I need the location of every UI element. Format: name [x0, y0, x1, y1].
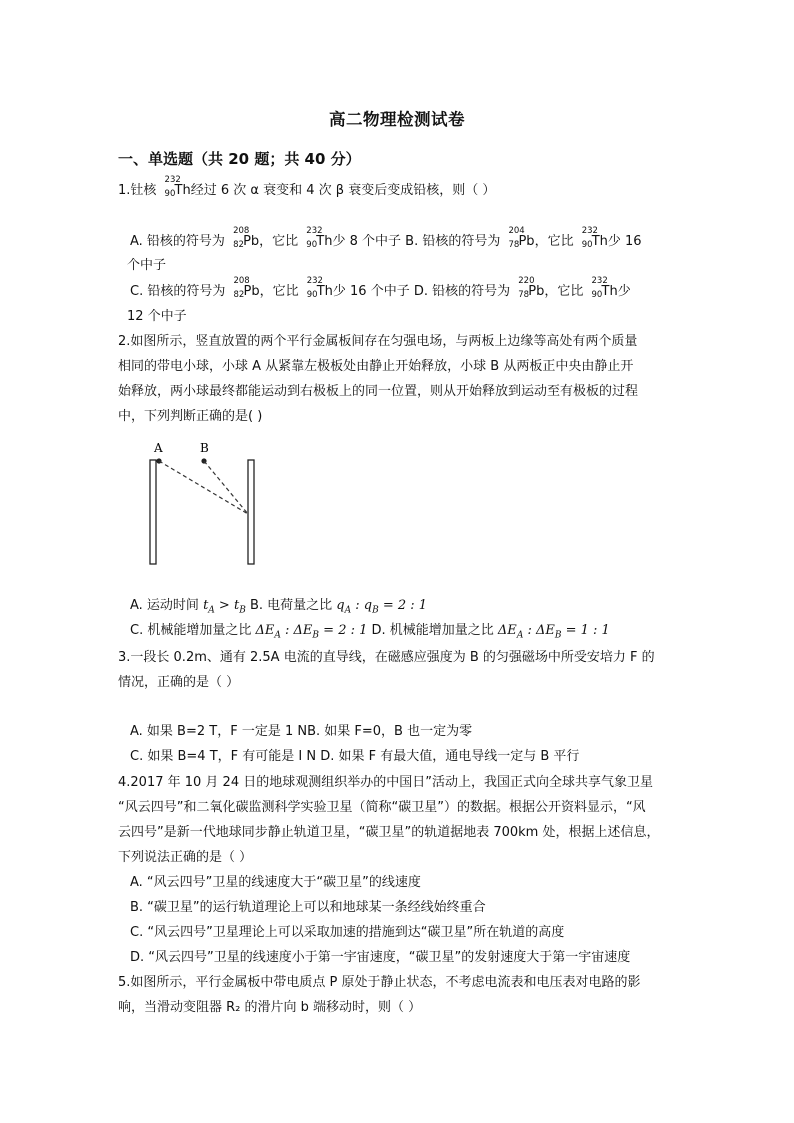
question-1-option-a-b: A. 铅核的符号为 208 82 Pb，它比 232 90 Th少 8 个中子 B. 铅核的符号为 204 78 Pb，它比 232 90 Th少 16 — [130, 226, 642, 250]
question-1-option-b-continued: 个中子 — [127, 258, 167, 273]
question-1-stem: 1.钍核 232 90 Th经过 6 次 α 衰变和 4 次 β 衰变后变成铅核，则（ ） — [118, 175, 496, 199]
thorium-isotope: 232 90 Th — [306, 226, 333, 250]
section-heading: 一、单选题（共 20 题；共 40 分） — [118, 150, 361, 168]
thorium-isotope: 232 90 Th — [164, 175, 191, 199]
question-4-line-1: 4.2017 年 10 月 24 日的地球观测组织举办的中国日”活动上，我国正式向全球共享气象卫星 — [118, 775, 653, 790]
thorium-isotope: 232 90 Th — [591, 276, 618, 300]
lead-isotope-a: 208 82 Pb — [233, 226, 260, 250]
thorium-isotope: 232 90 Th — [306, 276, 333, 300]
question-1-option-c-d: C. 铅核的符号为 208 82 Pb，它比 232 90 Th少 16 个中子 D. 铅核的符号为 220 78 Pb，它比 232 90 Th少 — [130, 276, 631, 300]
question-3-option-c-d: C. 如果 B=4 T，F 有可能是 I N D. 如果 F 有最大值，通电导线一定与 B 平行 — [130, 749, 580, 764]
lead-isotope-a: 208 82 Pb — [233, 276, 260, 300]
question-1-option-d-continued: 12 个中子 — [127, 309, 187, 324]
path-a — [159, 461, 248, 514]
lead-isotope-d: 220 78 Pb — [518, 276, 545, 300]
question-3-line-2: 情况，正确的是（ ） — [118, 675, 240, 690]
question-4-line-4: 下列说法正确的是（ ） — [118, 850, 253, 865]
question-3-option-a-b: A. 如果 B=2 T，F 一定是 1 NB. 如果 F=0，B 也一定为零 — [130, 724, 473, 739]
question-4-option-a: A. “风云四号”卫星的线速度大于“碳卫星”的线速度 — [130, 875, 421, 890]
page-title: 高二物理检测试卷 — [329, 110, 465, 129]
question-4-line-3: 云四号”是新一代地球同步静止轨道卫星，“碳卫星”的轨道据地表 700km 处，根据上述信息， — [118, 825, 660, 840]
energy-ratio-d: $\Delta E_A$ : $\Delta E_B = 1$ : 1 — [497, 623, 610, 641]
question-5-line-1: 5.如图所示，平行金属板中带电质点 P 原处于静止状态，不考虑电流表和电压表对电路的影 — [118, 975, 641, 990]
question-4-option-c: C. “风云四号”卫星理论上可以采取加速的措施到达“碳卫星”所在轨道的高度 — [130, 925, 565, 940]
question-2-option-c-d: C. 机械能增加量之比 $\Delta E_A$ : $\Delta E_B = 2$ : 1 D. 机械能增加量之比 $\Delta E_A$ : $\Delta E_B = 1$ : 1 — [130, 623, 610, 641]
parallel-plates-diagram — [140, 438, 280, 568]
question-2-line-4: 中，下列判断正确的是( ) — [118, 409, 263, 424]
question-3-line-1: 3.一段长 0.2m、通有 2.5A 电流的直导线，在磁感应强度为 B 的匀强磁场中所受安培力 F 的 — [118, 650, 655, 665]
question-4-line-2: “风云四号”和二氧化碳监测科学实验卫星（简称“碳卫星”）的数据。根据公开资料显示，“风 — [118, 800, 646, 815]
question-4-option-d: D. “风云四号”卫星的线速度小于第一宇宙速度，“碳卫星”的发射速度大于第一宇宙速度 — [130, 950, 631, 965]
path-b — [204, 461, 248, 514]
right-plate — [248, 460, 254, 564]
question-4-option-b: B. “碳卫星”的运行轨道理论上可以和地球某一条经线始终重合 — [130, 900, 486, 915]
lead-isotope-b: 204 78 Pb — [508, 226, 535, 250]
ball-b-label: B — [200, 441, 209, 455]
question-5-line-2: 响，当滑动变阻器 R₂ 的滑片向 b 端移动时，则（ ） — [118, 1000, 422, 1015]
question-2-line-3: 始释放，两小球最终都能运动到右极板上的同一位置，则从开始释放到运动至有极板的过程 — [118, 384, 639, 399]
question-2-line-2: 相同的带电小球，小球 A 从紧靠左极板处由静止开始释放，小球 B 从两板正中央由静止开 — [118, 359, 634, 374]
left-plate — [150, 460, 156, 564]
ball-a-label: A — [154, 441, 163, 455]
time-comparison: $t_A > t_B$ — [203, 598, 246, 616]
energy-ratio-c: $\Delta E_A$ : $\Delta E_B = 2$ : 1 — [255, 623, 368, 641]
charge-ratio: $q_A$ : $q_B = 2$ : 1 — [336, 598, 428, 616]
question-2-option-a-b: A. 运动时间 $t_A > t_B$ B. 电荷量之比 $q_A$ : $q_B = 2$ : 1 — [130, 598, 428, 616]
parallel-plates-figure — [140, 438, 280, 572]
question-2-line-1: 2.如图所示，竖直放置的两个平行金属板间存在匀强电场，与两板上边缘等高处有两个质量 — [118, 334, 638, 349]
thorium-isotope: 232 90 Th — [581, 226, 608, 250]
